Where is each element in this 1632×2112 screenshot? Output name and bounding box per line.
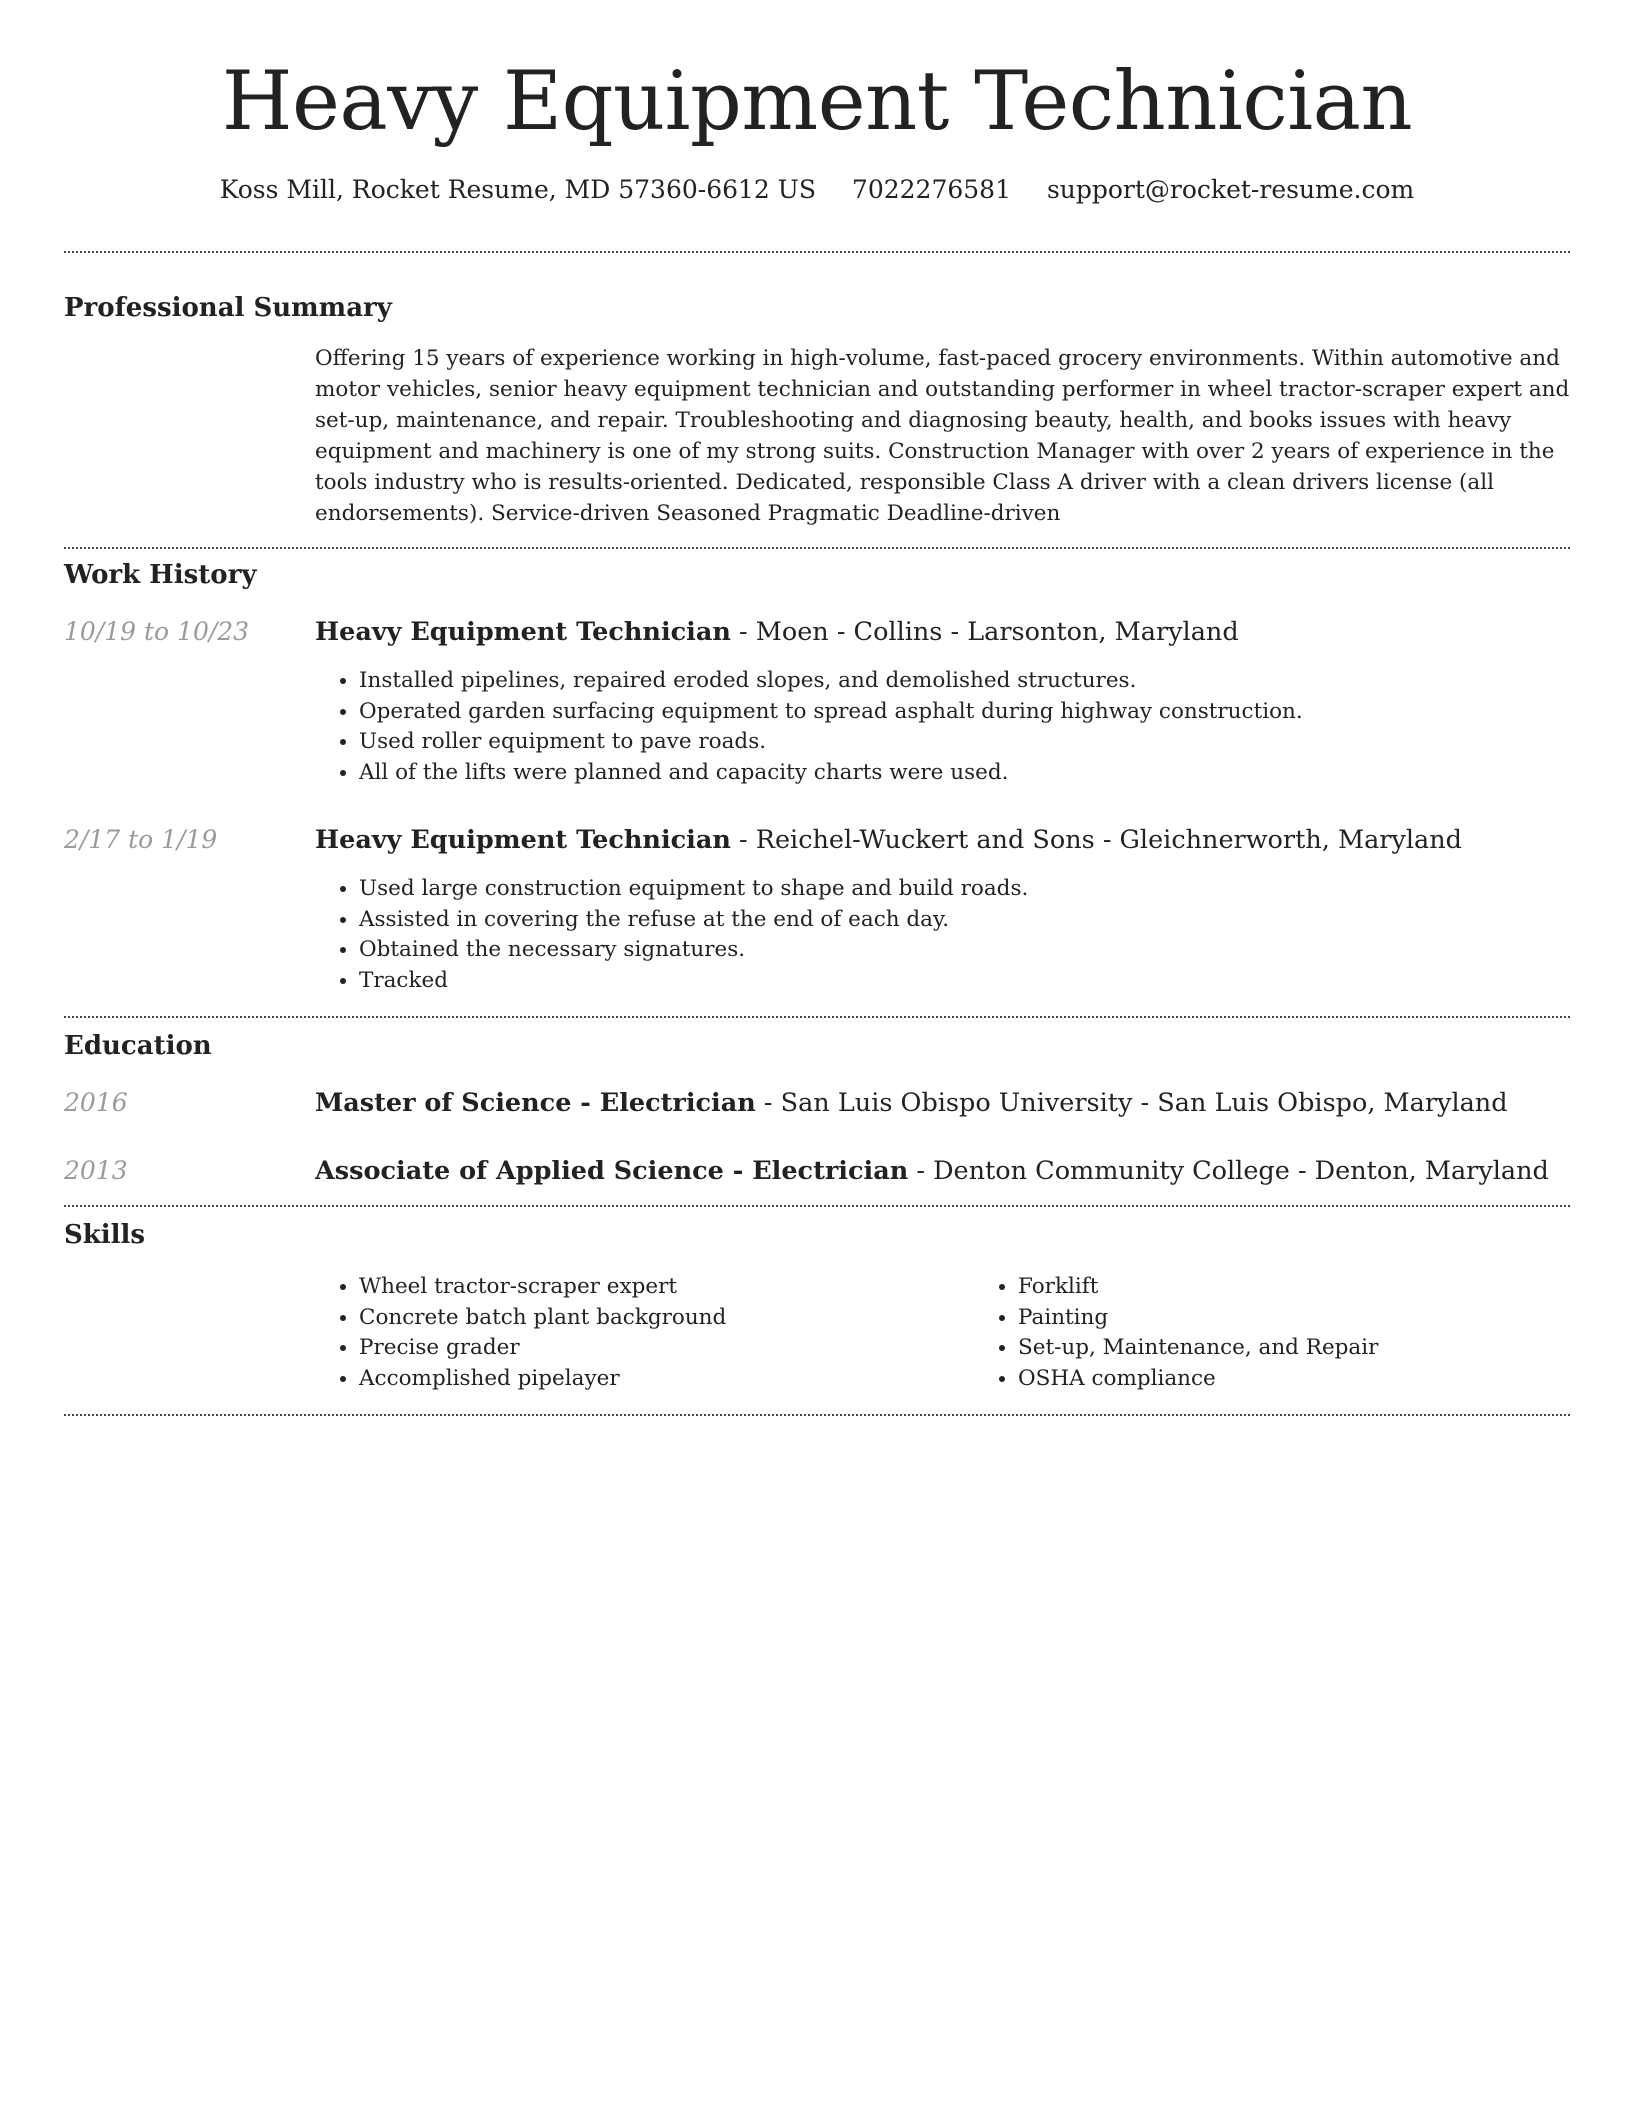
summary-section <box>64 291 1570 529</box>
job-bullets <box>315 874 1570 996</box>
education-details: - San Luis Obispo University - San Luis Obispo, Maryland <box>755 1088 1508 1118</box>
summary-text: Offering 15 years of experience working in high-volume, fast-paced grocery environments. Within automotive and motor vehicles, senior heavy equipment technician and outstanding performer in wheel tractor-scraper expert and set-up, maintenance, and repair. Troubleshooting and diagnosing beauty, health, and books issues with heavy equipment and machinery is one of my strong suits. Construction Manager with over 2 years of experience in the tools industry who is results-oriented. Dedicated, responsible Class A driver with a clean drivers license (all endorsements). Service-driven Seasoned Pragmatic Deadline-driven <box>315 346 1570 526</box>
list-item: • Used large construction equipment to shape and build roads. <box>359 874 1570 905</box>
work-history-heading: Work History <box>64 560 257 590</box>
job-role: Heavy Equipment Technician <box>315 617 731 647</box>
education-details: - Denton Community College - Denton, Maryland <box>908 1156 1549 1186</box>
job-role: Heavy Equipment Technician <box>315 825 731 855</box>
divider <box>64 251 1570 253</box>
divider <box>64 1205 1570 1207</box>
job-dates: 10/19 to 10/23 <box>64 617 250 646</box>
education-entry <box>64 1155 1570 1187</box>
job-dates: 2/17 to 1/19 <box>64 825 218 854</box>
list-item: • Assisted in covering the refuse at the end of each day. <box>359 905 1570 936</box>
list-item: • Set-up, Maintenance, and Repair <box>1018 1333 1632 1364</box>
job-title <box>315 616 1570 648</box>
list-item: • Tracked <box>359 966 1570 997</box>
contact-phone: 7022276581 <box>851 175 1011 204</box>
contact-line <box>64 174 1570 206</box>
list-item: • Painting <box>1018 1303 1632 1334</box>
education-year: 2013 <box>64 1156 128 1185</box>
work-history-section <box>64 558 1570 996</box>
job-details: - Moen - Collins - Larsonton, Maryland <box>730 617 1239 647</box>
resume-page <box>64 0 1570 1416</box>
list-item: • Wheel tractor-scraper expert <box>359 1272 974 1303</box>
education-heading: Education <box>64 1031 212 1061</box>
education-section <box>64 1029 1570 1187</box>
list-item: • Forklift <box>1018 1272 1632 1303</box>
divider <box>64 1016 1570 1018</box>
education-degree: Master of Science - Electrician <box>315 1088 756 1118</box>
job-entry <box>64 824 1570 996</box>
skills-heading: Skills <box>64 1220 146 1250</box>
list-item: • Used roller equipment to pave roads. <box>359 727 1570 758</box>
skills-column-1 <box>315 1272 974 1394</box>
list-item: • Precise grader <box>359 1333 974 1364</box>
education-degree: Associate of Applied Science - Electrician <box>315 1156 909 1186</box>
list-item: • Accomplished pipelayer <box>359 1364 974 1395</box>
contact-email: support@rocket-resume.com <box>1046 175 1415 204</box>
list-item: • Obtained the necessary signatures. <box>359 935 1570 966</box>
summary-heading: Professional Summary <box>64 293 392 323</box>
skills-column-2 <box>974 1272 1632 1394</box>
job-details: - Reichel-Wuckert and Sons - Gleichnerworth, Maryland <box>730 825 1462 855</box>
contact-address: Koss Mill, Rocket Resume, MD 57360-6612 US <box>219 175 816 204</box>
job-bullets <box>315 666 1570 788</box>
skills-list <box>315 1272 1632 1394</box>
job-title <box>315 824 1570 856</box>
list-item: • Concrete batch plant background <box>359 1303 974 1334</box>
list-item: • Operated garden surfacing equipment to spread asphalt during highway construction. <box>359 697 1570 728</box>
skills-section <box>64 1218 1570 1394</box>
divider <box>64 547 1570 549</box>
list-item: • OSHA compliance <box>1018 1364 1632 1395</box>
job-entry <box>64 616 1570 788</box>
education-entry <box>64 1087 1570 1119</box>
list-item: • Installed pipelines, repaired eroded slopes, and demolished structures. <box>359 666 1570 697</box>
list-item: • All of the lifts were planned and capacity charts were used. <box>359 758 1570 789</box>
candidate-name: Heavy Equipment Technician <box>221 55 1413 149</box>
divider <box>64 1414 1570 1416</box>
education-year: 2016 <box>64 1088 128 1117</box>
